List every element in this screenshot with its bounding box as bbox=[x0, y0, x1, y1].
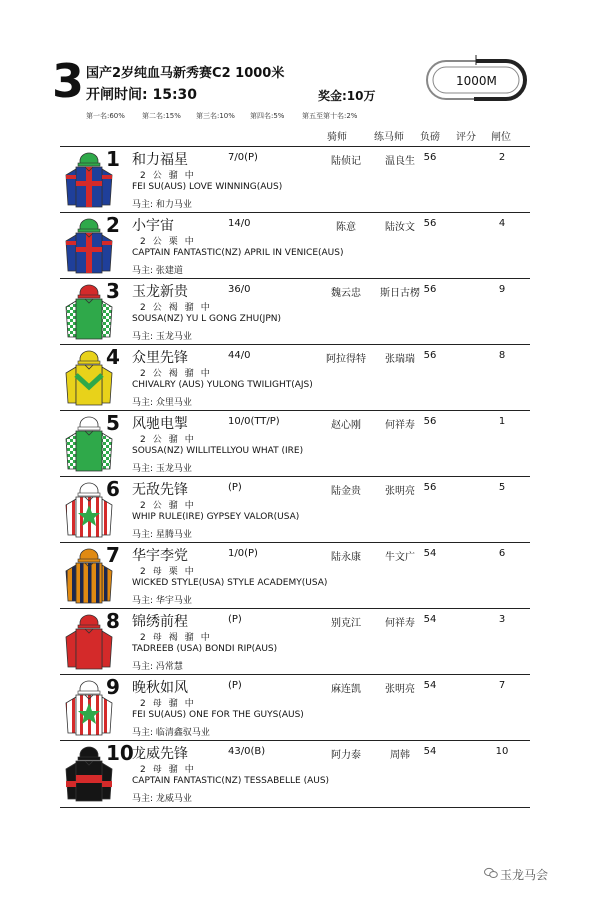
header-trainer: 练马师 bbox=[374, 132, 404, 143]
trainer-name: 张明亮 bbox=[385, 684, 415, 695]
owner: 马主: 临清鑫驭马业 bbox=[132, 728, 210, 738]
runner-row bbox=[60, 542, 530, 609]
horse-description: 2公骝中 bbox=[140, 435, 201, 445]
gate-draw: 10 bbox=[495, 746, 509, 757]
runner-number: 9 bbox=[106, 675, 120, 699]
pedigree: TADREEB (USA) BONDI RIP(AUS) bbox=[132, 644, 278, 654]
chat-icon bbox=[484, 867, 498, 879]
jockey-name: 阿力泰 bbox=[331, 750, 361, 761]
pedigree: FEI SU(AUS) LOVE WINNING(AUS) bbox=[132, 182, 283, 192]
horse-name: 龙威先锋 bbox=[132, 746, 188, 762]
runner-number: 4 bbox=[106, 345, 120, 369]
weight: 56 bbox=[423, 482, 437, 493]
trainer-name: 周韩 bbox=[390, 750, 410, 761]
horse-form: 44/0 bbox=[228, 350, 251, 361]
horse-form: (P) bbox=[228, 614, 242, 625]
runner-row bbox=[60, 740, 530, 808]
horse-form: 7/0(P) bbox=[228, 152, 258, 163]
gate-draw: 3 bbox=[498, 614, 506, 625]
horse-description: 2公骝中 bbox=[140, 171, 201, 181]
race-start-time: 开闸时间: 15:30 bbox=[86, 87, 198, 103]
gate-draw: 6 bbox=[498, 548, 506, 559]
trainer-name: 陆汝文 bbox=[385, 222, 415, 233]
runner-number: 6 bbox=[106, 477, 120, 501]
trainer-name: 张明亮 bbox=[385, 486, 415, 497]
horse-form: (P) bbox=[228, 680, 242, 691]
horse-name: 和力福星 bbox=[132, 152, 188, 168]
runner-row bbox=[60, 410, 530, 477]
runner-number: 7 bbox=[106, 543, 120, 567]
horse-form: 36/0 bbox=[228, 284, 251, 295]
brand-name: 玉龙马会 bbox=[500, 868, 549, 882]
runner-row bbox=[60, 674, 530, 741]
prize-split-2: 第二名:15% bbox=[142, 112, 181, 120]
horse-form: 14/0 bbox=[228, 218, 251, 229]
pedigree: CAPTAIN FANTASTIC(NZ) APRIL IN VENICE(AUS) bbox=[132, 248, 344, 258]
pedigree: CAPTAIN FANTASTIC(NZ) TESSABELLE (AUS) bbox=[132, 776, 330, 786]
prize-money: 奖金:10万 bbox=[318, 89, 376, 103]
runner-number: 5 bbox=[106, 411, 120, 435]
track-distance-label: 1000M bbox=[456, 74, 497, 88]
weight: 54 bbox=[423, 614, 437, 625]
trainer-name: 斯日古楞 bbox=[380, 288, 420, 299]
owner: 马主: 华宇马业 bbox=[132, 596, 192, 606]
horse-description: 2母栗中 bbox=[140, 567, 201, 577]
horse-description: 2母褐骝中 bbox=[140, 633, 217, 643]
weight: 56 bbox=[423, 284, 437, 295]
runner-number: 1 bbox=[106, 147, 120, 171]
prize-split-3: 第三名:10% bbox=[196, 112, 235, 120]
horse-form: 1/0(P) bbox=[228, 548, 258, 559]
horse-name: 众里先锋 bbox=[132, 350, 188, 366]
trainer-name: 何祥寿 bbox=[385, 618, 415, 629]
pedigree: WHIP RULE(IRE) GYPSEY VALOR(USA) bbox=[132, 512, 300, 522]
runner-row bbox=[60, 476, 530, 543]
prize-split-1: 第一名:60% bbox=[86, 112, 125, 120]
header-jockey: 骑师 bbox=[327, 132, 347, 143]
owner: 马主: 和力马业 bbox=[132, 200, 192, 210]
jockey-name: 陆永康 bbox=[331, 552, 361, 563]
horse-name: 风驰电掣 bbox=[132, 416, 188, 432]
weight: 56 bbox=[423, 218, 437, 229]
horse-name: 锦绣前程 bbox=[132, 614, 188, 630]
horse-description: 2公褐骝中 bbox=[140, 303, 217, 313]
runner-number: 8 bbox=[106, 609, 120, 633]
weight: 54 bbox=[423, 680, 437, 691]
owner: 马主: 龙威马业 bbox=[132, 794, 192, 804]
horse-form: (P) bbox=[228, 482, 242, 493]
horse-description: 2母骝中 bbox=[140, 765, 201, 775]
weight: 56 bbox=[423, 152, 437, 163]
runner-row bbox=[60, 608, 530, 675]
horse-description: 2公褐骝中 bbox=[140, 369, 217, 379]
trainer-name: 温良生 bbox=[385, 156, 415, 167]
trainer-name: 何祥寿 bbox=[385, 420, 415, 431]
weight: 54 bbox=[423, 548, 437, 559]
runner-row bbox=[60, 212, 530, 279]
jockey-name: 陆金贵 bbox=[331, 486, 361, 497]
jockey-name: 魏云忠 bbox=[331, 288, 361, 299]
race-title: 国产2岁纯血马新秀赛C2 1000米 bbox=[86, 66, 285, 81]
gate-draw: 7 bbox=[498, 680, 506, 691]
header-rating: 评分 bbox=[456, 132, 476, 143]
horse-description: 2母骝中 bbox=[140, 699, 201, 709]
owner: 马主: 众里马业 bbox=[132, 398, 192, 408]
weight: 56 bbox=[423, 416, 437, 427]
horse-name: 华宇李党 bbox=[132, 548, 188, 564]
runner-number: 3 bbox=[106, 279, 120, 303]
runner-number: 2 bbox=[106, 213, 120, 237]
prize-split-5: 第五至第十名:2% bbox=[302, 112, 358, 120]
gate-draw: 8 bbox=[498, 350, 506, 361]
gate-draw: 5 bbox=[498, 482, 506, 493]
jockey-name: 陈意 bbox=[336, 222, 356, 233]
owner: 马主: 玉龙马业 bbox=[132, 464, 192, 474]
gate-draw: 1 bbox=[498, 416, 506, 427]
weight: 56 bbox=[423, 350, 437, 361]
pedigree: FEI SU(AUS) ONE FOR THE GUYS(AUS) bbox=[132, 710, 304, 720]
horse-description: 2公骝中 bbox=[140, 501, 201, 511]
pedigree: SOUSA(NZ) WILLITELLYOU WHAT (IRE) bbox=[132, 446, 304, 456]
gate-draw: 2 bbox=[498, 152, 506, 163]
horse-form: 10/0(TT/P) bbox=[228, 416, 280, 427]
runner-row bbox=[60, 146, 530, 213]
jockey-name: 别克江 bbox=[331, 618, 361, 629]
pedigree: WICKED STYLE(USA) STYLE ACADEMY(USA) bbox=[132, 578, 328, 588]
owner: 马主: 张建道 bbox=[132, 266, 183, 276]
owner: 马主: 玉龙马业 bbox=[132, 332, 192, 342]
horse-name: 小宇宙 bbox=[132, 218, 174, 234]
horse-name: 晚秋如风 bbox=[132, 680, 188, 696]
jockey-name: 麻连凯 bbox=[331, 684, 361, 695]
jockey-name: 阿拉得特 bbox=[326, 354, 366, 365]
horse-name: 无敌先锋 bbox=[132, 482, 188, 498]
horse-description: 2公栗中 bbox=[140, 237, 201, 247]
trainer-name: 牛文广 bbox=[385, 552, 415, 563]
jockey-name: 赵心刚 bbox=[331, 420, 361, 431]
pedigree: CHIVALRY (AUS) YULONG TWILIGHT(AJS) bbox=[132, 380, 313, 390]
header-gate: 闸位 bbox=[491, 132, 511, 143]
owner: 马主: 冯常慧 bbox=[132, 662, 183, 672]
race-number: 3 bbox=[52, 54, 85, 108]
weight: 54 bbox=[423, 746, 437, 757]
prize-split-4: 第四名:5% bbox=[250, 112, 285, 120]
gate-draw: 9 bbox=[498, 284, 506, 295]
jockey-name: 陆侦记 bbox=[331, 156, 361, 167]
runner-row bbox=[60, 344, 530, 411]
header-weight: 负磅 bbox=[420, 132, 440, 143]
runner-row bbox=[60, 278, 530, 345]
horse-form: 43/0(B) bbox=[228, 746, 266, 757]
horse-name: 玉龙新贵 bbox=[132, 284, 188, 300]
owner: 马主: 星腾马业 bbox=[132, 530, 192, 540]
trainer-name: 张瑞瑞 bbox=[385, 354, 415, 365]
runner-number: 10 bbox=[106, 741, 134, 765]
gate-draw: 4 bbox=[498, 218, 506, 229]
pedigree: SOUSA(NZ) YU L GONG ZHU(JPN) bbox=[132, 314, 282, 324]
